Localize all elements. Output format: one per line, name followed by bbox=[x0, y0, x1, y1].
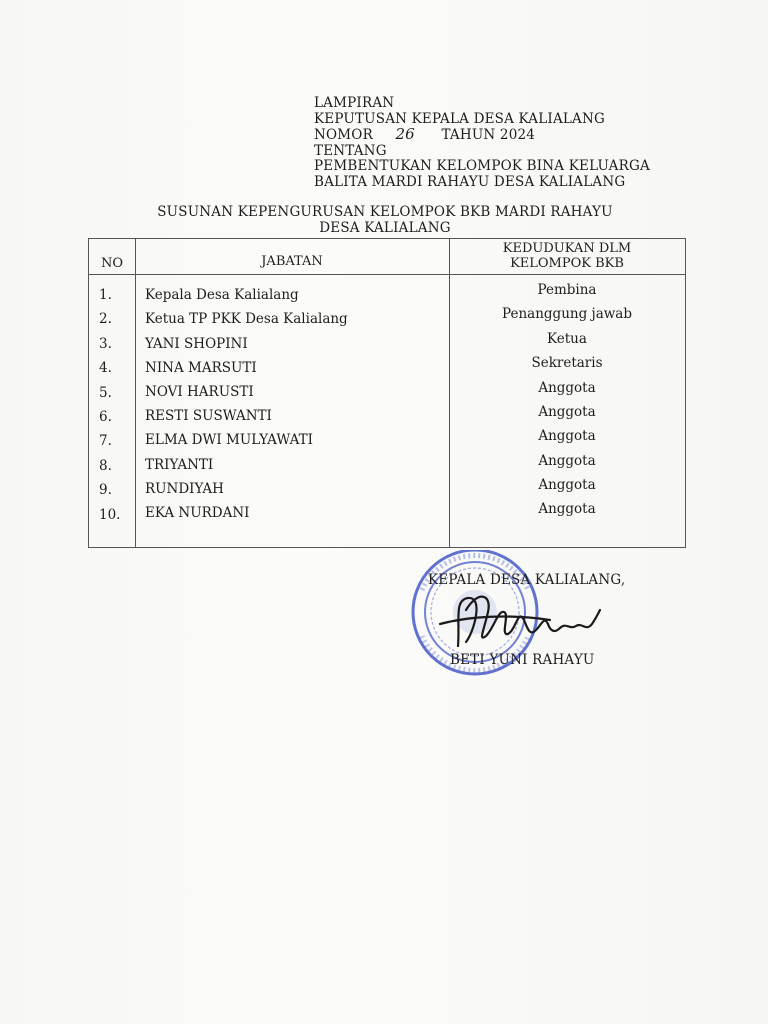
header-nomor-line bbox=[314, 127, 650, 144]
header-kedudukan-line-2: KELOMPOK BKB bbox=[510, 256, 624, 271]
row-7-name: ELMA DWI MULYAWATI bbox=[145, 432, 313, 448]
row-9-no: 9. bbox=[99, 482, 112, 498]
kepengurusan-table bbox=[88, 238, 686, 548]
row-1-role: Pembina bbox=[537, 282, 597, 298]
header-subject-2: BALITA MARDI RAHAYU DESA KALIALANG bbox=[314, 173, 626, 190]
row-4-role: Sekretaris bbox=[531, 355, 603, 371]
row-1-no: 1. bbox=[99, 287, 112, 303]
row-10-no: 10. bbox=[99, 507, 121, 523]
row-4-name: NINA MARSUTI bbox=[145, 360, 257, 376]
row-8-no: 8. bbox=[99, 458, 112, 474]
row-1-name: Kepala Desa Kalialang bbox=[145, 287, 299, 303]
row-5-role: Anggota bbox=[538, 380, 596, 396]
tahun-label: TAHUN 2024 bbox=[441, 127, 536, 143]
row-3-role: Ketua bbox=[547, 331, 587, 347]
row-9-name: RUNDIYAH bbox=[145, 481, 224, 497]
title-line-2: DESA KALIALANG bbox=[319, 220, 451, 236]
header-kedudukan bbox=[449, 241, 685, 271]
header-keputusan: KEPUTUSAN KEPALA DESA KALIALANG bbox=[314, 110, 605, 127]
row-2-role: Penanggung jawab bbox=[502, 306, 632, 322]
row-2-no: 2. bbox=[99, 311, 112, 327]
row-10-role: Anggota bbox=[538, 501, 596, 517]
header-subject-1: PEMBENTUKAN KELOMPOK BINA KELUARGA bbox=[314, 158, 650, 174]
row-3-name: YANI SHOPINI bbox=[145, 336, 248, 352]
row-6-no: 6. bbox=[99, 409, 112, 425]
header-jabatan: JABATAN bbox=[261, 254, 323, 269]
header-no: NO bbox=[100, 256, 124, 271]
row-6-role: Anggota bbox=[538, 404, 596, 420]
row-8-role: Anggota bbox=[538, 453, 596, 469]
signatory-title: KEPALA DESA KALIALANG, bbox=[428, 572, 626, 588]
lampiran-header bbox=[314, 96, 650, 190]
row-8-name: TRIYANTI bbox=[145, 457, 214, 473]
signatory-name: BETI YUNI RAHAYU bbox=[450, 652, 595, 668]
header-tentang: TENTANG bbox=[314, 142, 387, 159]
row-6-name: RESTI SUSWANTI bbox=[145, 408, 272, 424]
row-10-name: EKA NURDANI bbox=[145, 505, 250, 521]
table-divider-no bbox=[135, 239, 136, 547]
header-kedudukan-line-1: KEDUDUKAN DLM bbox=[502, 241, 632, 256]
table-header-divider bbox=[89, 274, 685, 275]
row-4-no: 4. bbox=[99, 360, 112, 376]
nomor-value: 26 bbox=[395, 125, 415, 143]
row-7-no: 7. bbox=[99, 433, 112, 449]
row-5-name: NOVI HARUSTI bbox=[145, 384, 254, 400]
table-divider-jabatan bbox=[449, 239, 450, 547]
nomor-label: NOMOR bbox=[314, 127, 373, 143]
header-lampiran: LAMPIRAN bbox=[314, 95, 395, 111]
row-5-no: 5. bbox=[99, 385, 112, 401]
page-title bbox=[90, 204, 680, 236]
title-line-1: SUSUNAN KEPENGURUSAN KELOMPOK BKB MARDI RAHAYU bbox=[157, 204, 613, 220]
row-3-no: 3. bbox=[99, 336, 112, 352]
row-2-name: Ketua TP PKK Desa Kalialang bbox=[145, 311, 348, 327]
row-9-role: Anggota bbox=[538, 477, 596, 493]
row-7-role: Anggota bbox=[538, 428, 596, 444]
